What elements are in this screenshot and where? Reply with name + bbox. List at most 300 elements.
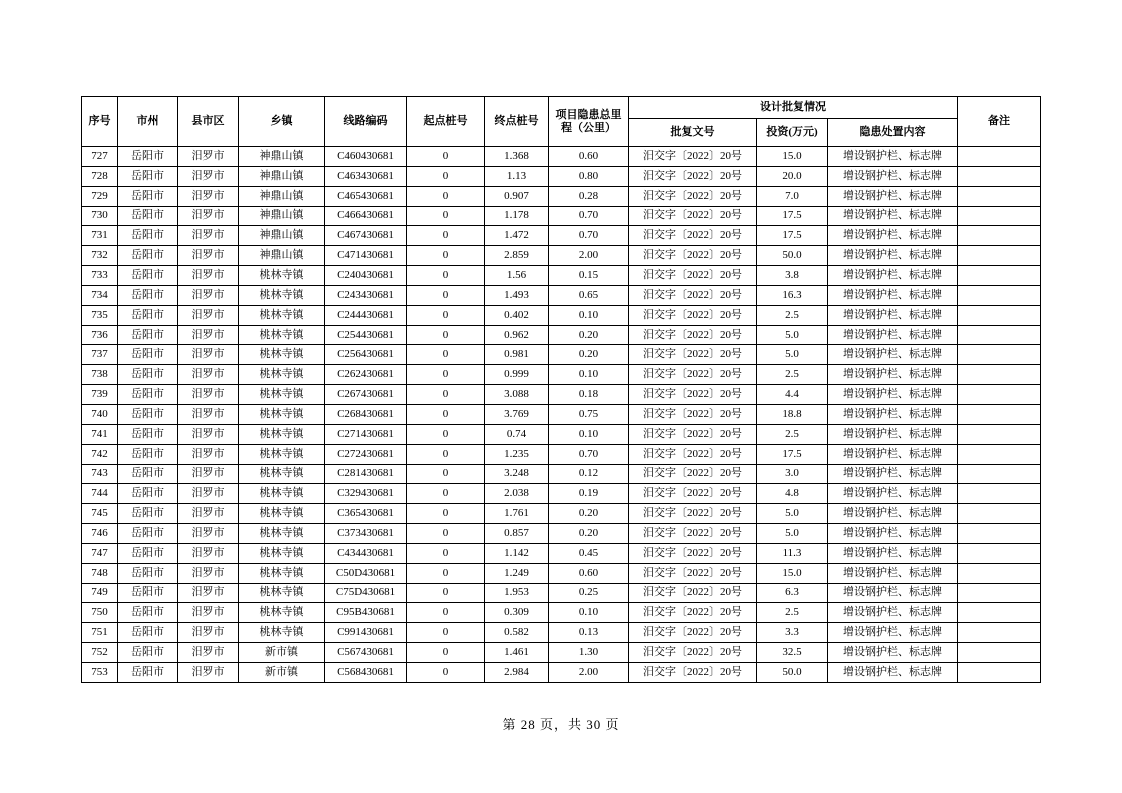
table-header xyxy=(82,97,1041,147)
cell-county: 汨罗市 xyxy=(178,543,239,563)
cell-hazard-mileage: 0.70 xyxy=(549,226,629,246)
cell-hazard-mileage: 0.60 xyxy=(549,147,629,167)
cell-start-stake: 0 xyxy=(407,206,485,226)
cell-city: 岳阳市 xyxy=(118,305,178,325)
cell-route-code: C272430681 xyxy=(325,444,407,464)
table-row xyxy=(82,226,1041,246)
table-row xyxy=(82,563,1041,583)
table-row xyxy=(82,365,1041,385)
cell-approval-doc: 汨交字〔2022〕20号 xyxy=(629,365,757,385)
cell-remark xyxy=(958,285,1041,305)
cell-county: 汨罗市 xyxy=(178,504,239,524)
cell-township: 新市镇 xyxy=(239,643,325,663)
cell-seq: 733 xyxy=(82,266,118,286)
table-row xyxy=(82,246,1041,266)
cell-remark xyxy=(958,305,1041,325)
cell-start-stake: 0 xyxy=(407,246,485,266)
table-row xyxy=(82,385,1041,405)
cell-end-stake: 3.769 xyxy=(485,404,549,424)
cell-treatment: 增设钢护栏、标志牌 xyxy=(828,524,958,544)
cell-end-stake: 0.907 xyxy=(485,186,549,206)
cell-township: 新市镇 xyxy=(239,662,325,682)
cell-start-stake: 0 xyxy=(407,583,485,603)
cell-remark xyxy=(958,603,1041,623)
cell-start-stake: 0 xyxy=(407,643,485,663)
table-row xyxy=(82,444,1041,464)
cell-remark xyxy=(958,246,1041,266)
cell-remark xyxy=(958,583,1041,603)
cell-seq: 745 xyxy=(82,504,118,524)
cell-township: 神鼎山镇 xyxy=(239,166,325,186)
cell-city: 岳阳市 xyxy=(118,404,178,424)
cell-start-stake: 0 xyxy=(407,543,485,563)
cell-city: 岳阳市 xyxy=(118,385,178,405)
cell-investment: 11.3 xyxy=(757,543,828,563)
cell-end-stake: 1.142 xyxy=(485,543,549,563)
cell-township: 桃林寺镇 xyxy=(239,424,325,444)
cell-approval-doc: 汨交字〔2022〕20号 xyxy=(629,345,757,365)
cell-start-stake: 0 xyxy=(407,524,485,544)
cell-city: 岳阳市 xyxy=(118,563,178,583)
cell-treatment: 增设钢护栏、标志牌 xyxy=(828,166,958,186)
cell-city: 岳阳市 xyxy=(118,206,178,226)
cell-remark xyxy=(958,404,1041,424)
cell-route-code: C256430681 xyxy=(325,345,407,365)
cell-route-code: C991430681 xyxy=(325,623,407,643)
cell-city: 岳阳市 xyxy=(118,524,178,544)
cell-township: 桃林寺镇 xyxy=(239,563,325,583)
cell-township: 桃林寺镇 xyxy=(239,365,325,385)
cell-treatment: 增设钢护栏、标志牌 xyxy=(828,563,958,583)
cell-city: 岳阳市 xyxy=(118,266,178,286)
cell-treatment: 增设钢护栏、标志牌 xyxy=(828,186,958,206)
cell-approval-doc: 汨交字〔2022〕20号 xyxy=(629,147,757,167)
cell-seq: 740 xyxy=(82,404,118,424)
cell-route-code: C465430681 xyxy=(325,186,407,206)
cell-city: 岳阳市 xyxy=(118,484,178,504)
cell-seq: 742 xyxy=(82,444,118,464)
cell-end-stake: 1.472 xyxy=(485,226,549,246)
table-row xyxy=(82,325,1041,345)
cell-township: 桃林寺镇 xyxy=(239,325,325,345)
page-number-footer: 第 28 页，共 30 页 xyxy=(502,717,620,732)
table-body xyxy=(82,147,1041,683)
cell-city: 岳阳市 xyxy=(118,662,178,682)
cell-end-stake: 1.13 xyxy=(485,166,549,186)
cell-county: 汨罗市 xyxy=(178,186,239,206)
cell-city: 岳阳市 xyxy=(118,643,178,663)
cell-hazard-mileage: 0.25 xyxy=(549,583,629,603)
cell-start-stake: 0 xyxy=(407,166,485,186)
col-header-township: 乡镇 xyxy=(239,97,325,147)
table-row xyxy=(82,305,1041,325)
cell-remark xyxy=(958,623,1041,643)
cell-treatment: 增设钢护栏、标志牌 xyxy=(828,226,958,246)
table-row xyxy=(82,404,1041,424)
cell-county: 汨罗市 xyxy=(178,285,239,305)
cell-treatment: 增设钢护栏、标志牌 xyxy=(828,285,958,305)
cell-investment: 4.4 xyxy=(757,385,828,405)
cell-approval-doc: 汨交字〔2022〕20号 xyxy=(629,325,757,345)
cell-seq: 743 xyxy=(82,464,118,484)
cell-treatment: 增设钢护栏、标志牌 xyxy=(828,464,958,484)
cell-township: 神鼎山镇 xyxy=(239,226,325,246)
col-header-treatment: 隐患处置内容 xyxy=(828,119,958,147)
cell-investment: 15.0 xyxy=(757,147,828,167)
cell-end-stake: 1.368 xyxy=(485,147,549,167)
cell-route-code: C365430681 xyxy=(325,504,407,524)
cell-end-stake: 1.493 xyxy=(485,285,549,305)
cell-hazard-mileage: 0.28 xyxy=(549,186,629,206)
col-header-start-stake: 起点桩号 xyxy=(407,97,485,147)
cell-route-code: C243430681 xyxy=(325,285,407,305)
col-group-design-approval: 设计批复情况 xyxy=(629,97,958,119)
cell-city: 岳阳市 xyxy=(118,186,178,206)
cell-remark xyxy=(958,345,1041,365)
cell-end-stake: 1.56 xyxy=(485,266,549,286)
cell-investment: 18.8 xyxy=(757,404,828,424)
cell-investment: 6.3 xyxy=(757,583,828,603)
cell-approval-doc: 汨交字〔2022〕20号 xyxy=(629,484,757,504)
cell-county: 汨罗市 xyxy=(178,385,239,405)
cell-investment: 2.5 xyxy=(757,424,828,444)
cell-route-code: C268430681 xyxy=(325,404,407,424)
cell-county: 汨罗市 xyxy=(178,464,239,484)
cell-county: 汨罗市 xyxy=(178,226,239,246)
cell-approval-doc: 汨交字〔2022〕20号 xyxy=(629,385,757,405)
table-row xyxy=(82,464,1041,484)
cell-investment: 4.8 xyxy=(757,484,828,504)
table-row xyxy=(82,643,1041,663)
cell-end-stake: 1.178 xyxy=(485,206,549,226)
cell-investment: 50.0 xyxy=(757,662,828,682)
cell-start-stake: 0 xyxy=(407,345,485,365)
cell-end-stake: 1.953 xyxy=(485,583,549,603)
cell-treatment: 增设钢护栏、标志牌 xyxy=(828,583,958,603)
cell-remark xyxy=(958,643,1041,663)
cell-seq: 747 xyxy=(82,543,118,563)
cell-end-stake: 3.248 xyxy=(485,464,549,484)
cell-remark xyxy=(958,524,1041,544)
cell-approval-doc: 汨交字〔2022〕20号 xyxy=(629,563,757,583)
cell-seq: 739 xyxy=(82,385,118,405)
cell-route-code: C373430681 xyxy=(325,524,407,544)
cell-end-stake: 0.74 xyxy=(485,424,549,444)
table-row xyxy=(82,266,1041,286)
cell-route-code: C95B430681 xyxy=(325,603,407,623)
cell-treatment: 增设钢护栏、标志牌 xyxy=(828,325,958,345)
cell-approval-doc: 汨交字〔2022〕20号 xyxy=(629,266,757,286)
cell-end-stake: 0.402 xyxy=(485,305,549,325)
cell-township: 桃林寺镇 xyxy=(239,345,325,365)
cell-approval-doc: 汨交字〔2022〕20号 xyxy=(629,543,757,563)
cell-township: 桃林寺镇 xyxy=(239,444,325,464)
cell-route-code: C568430681 xyxy=(325,662,407,682)
col-header-hazard-mileage: 项目隐患总里程（公里） xyxy=(549,97,629,147)
cell-hazard-mileage: 0.20 xyxy=(549,345,629,365)
cell-route-code: C267430681 xyxy=(325,385,407,405)
table-row xyxy=(82,543,1041,563)
cell-approval-doc: 汨交字〔2022〕20号 xyxy=(629,504,757,524)
cell-start-stake: 0 xyxy=(407,563,485,583)
cell-route-code: C434430681 xyxy=(325,543,407,563)
table-row xyxy=(82,504,1041,524)
table-row xyxy=(82,484,1041,504)
cell-seq: 744 xyxy=(82,484,118,504)
cell-city: 岳阳市 xyxy=(118,504,178,524)
cell-city: 岳阳市 xyxy=(118,325,178,345)
cell-start-stake: 0 xyxy=(407,603,485,623)
cell-township: 桃林寺镇 xyxy=(239,504,325,524)
cell-start-stake: 0 xyxy=(407,404,485,424)
cell-hazard-mileage: 0.12 xyxy=(549,464,629,484)
cell-county: 汨罗市 xyxy=(178,404,239,424)
table-row xyxy=(82,186,1041,206)
cell-investment: 3.8 xyxy=(757,266,828,286)
cell-seq: 735 xyxy=(82,305,118,325)
cell-end-stake: 0.309 xyxy=(485,603,549,623)
cell-treatment: 增设钢护栏、标志牌 xyxy=(828,543,958,563)
cell-seq: 731 xyxy=(82,226,118,246)
cell-approval-doc: 汨交字〔2022〕20号 xyxy=(629,305,757,325)
cell-route-code: C567430681 xyxy=(325,643,407,663)
cell-approval-doc: 汨交字〔2022〕20号 xyxy=(629,226,757,246)
cell-investment: 15.0 xyxy=(757,563,828,583)
cell-county: 汨罗市 xyxy=(178,266,239,286)
cell-seq: 750 xyxy=(82,603,118,623)
cell-investment: 5.0 xyxy=(757,325,828,345)
cell-remark xyxy=(958,504,1041,524)
cell-seq: 749 xyxy=(82,583,118,603)
cell-remark xyxy=(958,385,1041,405)
cell-remark xyxy=(958,365,1041,385)
cell-hazard-mileage: 0.10 xyxy=(549,365,629,385)
cell-route-code: C463430681 xyxy=(325,166,407,186)
cell-route-code: C281430681 xyxy=(325,464,407,484)
cell-seq: 753 xyxy=(82,662,118,682)
table-row xyxy=(82,424,1041,444)
cell-route-code: C244430681 xyxy=(325,305,407,325)
cell-hazard-mileage: 0.10 xyxy=(549,305,629,325)
cell-investment: 5.0 xyxy=(757,345,828,365)
cell-seq: 752 xyxy=(82,643,118,663)
cell-investment: 5.0 xyxy=(757,504,828,524)
cell-hazard-mileage: 2.00 xyxy=(549,246,629,266)
cell-approval-doc: 汨交字〔2022〕20号 xyxy=(629,643,757,663)
cell-city: 岳阳市 xyxy=(118,365,178,385)
cell-township: 桃林寺镇 xyxy=(239,285,325,305)
cell-city: 岳阳市 xyxy=(118,464,178,484)
cell-hazard-mileage: 0.80 xyxy=(549,166,629,186)
table-row xyxy=(82,662,1041,682)
cell-seq: 727 xyxy=(82,147,118,167)
cell-township: 桃林寺镇 xyxy=(239,385,325,405)
cell-seq: 728 xyxy=(82,166,118,186)
cell-township: 桃林寺镇 xyxy=(239,583,325,603)
cell-treatment: 增设钢护栏、标志牌 xyxy=(828,345,958,365)
cell-hazard-mileage: 0.75 xyxy=(549,404,629,424)
cell-township: 桃林寺镇 xyxy=(239,305,325,325)
cell-route-code: C460430681 xyxy=(325,147,407,167)
cell-approval-doc: 汨交字〔2022〕20号 xyxy=(629,603,757,623)
cell-hazard-mileage: 0.60 xyxy=(549,563,629,583)
cell-remark xyxy=(958,484,1041,504)
cell-county: 汨罗市 xyxy=(178,325,239,345)
cell-hazard-mileage: 0.20 xyxy=(549,504,629,524)
table-row xyxy=(82,524,1041,544)
cell-city: 岳阳市 xyxy=(118,246,178,266)
cell-approval-doc: 汨交字〔2022〕20号 xyxy=(629,246,757,266)
col-header-approval-doc: 批复文号 xyxy=(629,119,757,147)
cell-remark xyxy=(958,186,1041,206)
cell-township: 桃林寺镇 xyxy=(239,623,325,643)
cell-county: 汨罗市 xyxy=(178,583,239,603)
col-header-investment: 投资(万元) xyxy=(757,119,828,147)
cell-township: 神鼎山镇 xyxy=(239,246,325,266)
cell-start-stake: 0 xyxy=(407,484,485,504)
cell-remark xyxy=(958,147,1041,167)
cell-county: 汨罗市 xyxy=(178,305,239,325)
col-header-county: 县市区 xyxy=(178,97,239,147)
cell-remark xyxy=(958,325,1041,345)
cell-end-stake: 0.981 xyxy=(485,345,549,365)
cell-hazard-mileage: 0.10 xyxy=(549,424,629,444)
cell-hazard-mileage: 0.19 xyxy=(549,484,629,504)
cell-investment: 2.5 xyxy=(757,305,828,325)
cell-end-stake: 2.984 xyxy=(485,662,549,682)
cell-seq: 738 xyxy=(82,365,118,385)
cell-city: 岳阳市 xyxy=(118,444,178,464)
cell-treatment: 增设钢护栏、标志牌 xyxy=(828,484,958,504)
cell-seq: 736 xyxy=(82,325,118,345)
cell-end-stake: 0.857 xyxy=(485,524,549,544)
cell-treatment: 增设钢护栏、标志牌 xyxy=(828,643,958,663)
cell-city: 岳阳市 xyxy=(118,345,178,365)
cell-county: 汨罗市 xyxy=(178,345,239,365)
cell-treatment: 增设钢护栏、标志牌 xyxy=(828,266,958,286)
table-row xyxy=(82,166,1041,186)
cell-township: 桃林寺镇 xyxy=(239,603,325,623)
cell-township: 神鼎山镇 xyxy=(239,206,325,226)
cell-treatment: 增设钢护栏、标志牌 xyxy=(828,365,958,385)
cell-start-stake: 0 xyxy=(407,147,485,167)
cell-county: 汨罗市 xyxy=(178,623,239,643)
cell-treatment: 增设钢护栏、标志牌 xyxy=(828,662,958,682)
cell-investment: 3.3 xyxy=(757,623,828,643)
cell-start-stake: 0 xyxy=(407,266,485,286)
cell-treatment: 增设钢护栏、标志牌 xyxy=(828,504,958,524)
cell-investment: 32.5 xyxy=(757,643,828,663)
cell-remark xyxy=(958,266,1041,286)
cell-hazard-mileage: 0.70 xyxy=(549,206,629,226)
cell-treatment: 增设钢护栏、标志牌 xyxy=(828,385,958,405)
cell-remark xyxy=(958,444,1041,464)
cell-hazard-mileage: 0.65 xyxy=(549,285,629,305)
cell-treatment: 增设钢护栏、标志牌 xyxy=(828,404,958,424)
hazard-project-table xyxy=(81,96,1041,683)
cell-remark xyxy=(958,166,1041,186)
cell-start-stake: 0 xyxy=(407,504,485,524)
cell-start-stake: 0 xyxy=(407,305,485,325)
cell-city: 岳阳市 xyxy=(118,285,178,305)
cell-hazard-mileage: 0.45 xyxy=(549,543,629,563)
cell-start-stake: 0 xyxy=(407,226,485,246)
cell-route-code: C467430681 xyxy=(325,226,407,246)
cell-city: 岳阳市 xyxy=(118,583,178,603)
cell-end-stake: 1.461 xyxy=(485,643,549,663)
cell-hazard-mileage: 0.70 xyxy=(549,444,629,464)
cell-end-stake: 1.249 xyxy=(485,563,549,583)
cell-hazard-mileage: 0.20 xyxy=(549,325,629,345)
cell-treatment: 增设钢护栏、标志牌 xyxy=(828,444,958,464)
cell-seq: 730 xyxy=(82,206,118,226)
cell-city: 岳阳市 xyxy=(118,226,178,246)
cell-seq: 737 xyxy=(82,345,118,365)
cell-investment: 16.3 xyxy=(757,285,828,305)
cell-treatment: 增设钢护栏、标志牌 xyxy=(828,206,958,226)
cell-township: 桃林寺镇 xyxy=(239,266,325,286)
cell-city: 岳阳市 xyxy=(118,147,178,167)
cell-township: 桃林寺镇 xyxy=(239,543,325,563)
cell-county: 汨罗市 xyxy=(178,643,239,663)
cell-investment: 17.5 xyxy=(757,226,828,246)
cell-route-code: C75D430681 xyxy=(325,583,407,603)
cell-end-stake: 1.761 xyxy=(485,504,549,524)
cell-approval-doc: 汨交字〔2022〕20号 xyxy=(629,206,757,226)
cell-end-stake: 2.038 xyxy=(485,484,549,504)
table-row xyxy=(82,206,1041,226)
cell-investment: 2.5 xyxy=(757,365,828,385)
cell-seq: 741 xyxy=(82,424,118,444)
cell-start-stake: 0 xyxy=(407,662,485,682)
cell-investment: 20.0 xyxy=(757,166,828,186)
cell-county: 汨罗市 xyxy=(178,246,239,266)
cell-county: 汨罗市 xyxy=(178,603,239,623)
cell-start-stake: 0 xyxy=(407,623,485,643)
table-row xyxy=(82,603,1041,623)
cell-investment: 17.5 xyxy=(757,444,828,464)
cell-remark xyxy=(958,464,1041,484)
cell-seq: 734 xyxy=(82,285,118,305)
cell-hazard-mileage: 1.30 xyxy=(549,643,629,663)
cell-start-stake: 0 xyxy=(407,464,485,484)
cell-county: 汨罗市 xyxy=(178,524,239,544)
cell-seq: 729 xyxy=(82,186,118,206)
cell-county: 汨罗市 xyxy=(178,365,239,385)
cell-remark xyxy=(958,206,1041,226)
cell-seq: 746 xyxy=(82,524,118,544)
table-row xyxy=(82,147,1041,167)
cell-treatment: 增设钢护栏、标志牌 xyxy=(828,424,958,444)
cell-route-code: C254430681 xyxy=(325,325,407,345)
cell-route-code: C240430681 xyxy=(325,266,407,286)
cell-route-code: C471430681 xyxy=(325,246,407,266)
cell-remark xyxy=(958,563,1041,583)
cell-approval-doc: 汨交字〔2022〕20号 xyxy=(629,464,757,484)
cell-approval-doc: 汨交字〔2022〕20号 xyxy=(629,424,757,444)
cell-township: 桃林寺镇 xyxy=(239,464,325,484)
cell-county: 汨罗市 xyxy=(178,206,239,226)
cell-remark xyxy=(958,662,1041,682)
cell-route-code: C50D430681 xyxy=(325,563,407,583)
cell-approval-doc: 汨交字〔2022〕20号 xyxy=(629,623,757,643)
cell-city: 岳阳市 xyxy=(118,424,178,444)
cell-start-stake: 0 xyxy=(407,365,485,385)
cell-treatment: 增设钢护栏、标志牌 xyxy=(828,147,958,167)
cell-treatment: 增设钢护栏、标志牌 xyxy=(828,246,958,266)
cell-county: 汨罗市 xyxy=(178,147,239,167)
cell-hazard-mileage: 0.18 xyxy=(549,385,629,405)
